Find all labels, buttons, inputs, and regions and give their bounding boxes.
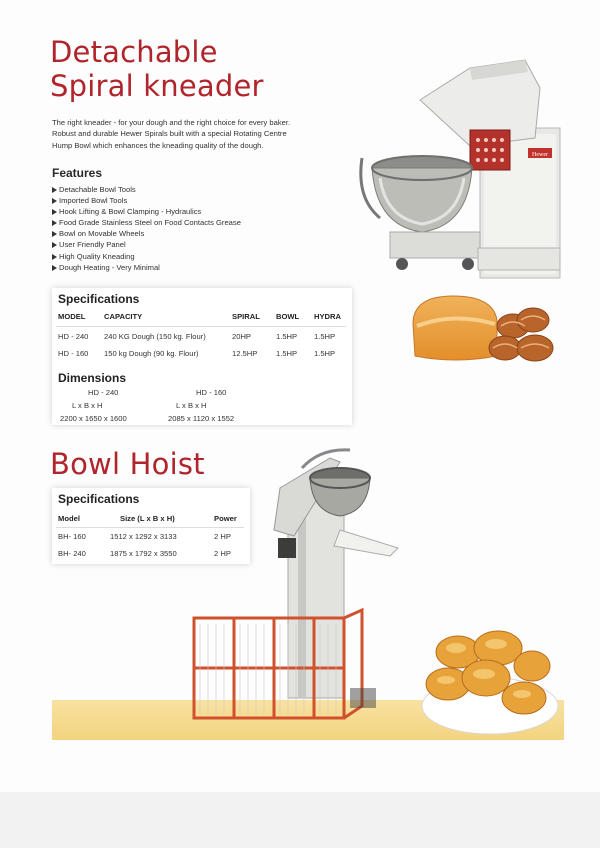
table-cell: 1.5HP (314, 332, 336, 341)
buns-plate-image (420, 628, 560, 738)
feature-item: Bowl on Movable Wheels (52, 228, 241, 239)
table-cell: 240 KG Dough (150 kg. Flour) (104, 332, 206, 341)
table-cell: 2 HP (214, 532, 231, 541)
feature-item: Detachable Bowl Tools (52, 184, 241, 195)
intro-line: The right kneader - for your dough and the right choice for every baker. (52, 118, 291, 127)
col-header: CAPACITY (104, 312, 143, 321)
features-heading: Features (52, 166, 103, 180)
spiral-kneader-image (350, 48, 572, 280)
col-header: BOWL (276, 312, 300, 321)
bullet-icon (52, 187, 57, 193)
dim-axis: L x B x H (176, 401, 207, 410)
dim-values: 2085 x 1120 x 1552 (168, 414, 235, 423)
col-header: MODEL (58, 312, 86, 321)
dimensions-heading: Dimensions (58, 371, 127, 385)
bullet-icon (52, 209, 57, 215)
dim-model: HD - 240 (88, 388, 119, 397)
intro-line: Robust and durable Hewer Spirals built with a special Rotating Centre (52, 129, 287, 139)
hoist-specs-heading: Specifications (58, 492, 140, 506)
features-list (52, 184, 241, 273)
intro-paragraph (52, 117, 352, 151)
feature-item: User Friendly Panel (52, 239, 241, 250)
intro-line: Hump Bowl which enhances the kneading quality of the dough. (52, 140, 264, 150)
table-cell: HD - 160 (58, 349, 89, 358)
bullet-icon (52, 254, 57, 260)
col-header: HYDRA (314, 312, 342, 321)
table-cell: 1.5HP (314, 349, 336, 358)
bullet-icon (52, 242, 57, 248)
bullet-icon (52, 265, 57, 271)
col-header: SPIRAL (232, 312, 260, 321)
feature-item: Food Grade Stainless Steel on Food Contacts Grease (52, 217, 241, 228)
table-cell: 12.5HP (232, 349, 258, 358)
table-cell: 2 HP (214, 549, 231, 558)
bullet-icon (52, 220, 57, 226)
bullet-icon (52, 231, 57, 237)
table-cell: 150 kg Dough (90 kg. Flour) (104, 349, 199, 358)
feature-item: Hook Lifting & Bowl Clamping - Hydraulics (52, 206, 241, 217)
dim-model: HD - 160 (196, 388, 227, 397)
table-cell: HD - 240 (58, 332, 89, 341)
table-cell: 20HP (232, 332, 251, 341)
table-divider (56, 326, 346, 327)
table-cell: 1512 x 1292 x 3133 (110, 532, 177, 541)
feature-item: Dough Heating - Very Minimal (52, 262, 241, 273)
col-header: Size (L x B x H) (120, 514, 175, 523)
table-cell: 1.5HP (276, 349, 298, 358)
col-header: Model (58, 514, 80, 523)
bread-croissant-image (405, 290, 570, 372)
dim-axis: L x B x H (72, 401, 103, 410)
page-footer-band (0, 792, 600, 848)
specs-heading: Specifications (58, 292, 140, 306)
feature-item: High Quality Kneading (52, 251, 241, 262)
table-cell: BH- 160 (58, 532, 86, 541)
product-title-line1: Detachable (50, 35, 218, 69)
table-cell: 1.5HP (276, 332, 298, 341)
bullet-icon (52, 198, 57, 204)
product-title-line2: Spiral kneader (50, 69, 264, 103)
table-cell: 1875 x 1792 x 3550 (110, 549, 177, 558)
bowl-hoist-image (190, 438, 402, 730)
col-header: Power (214, 514, 237, 523)
feature-item: Imported Bowl Tools (52, 195, 241, 206)
table-cell: BH- 240 (58, 549, 86, 558)
hoist-title: Bowl Hoist (50, 447, 205, 481)
dim-values: 2200 x 1650 x 1600 (60, 414, 127, 423)
brand-label: Hewer (532, 152, 548, 158)
